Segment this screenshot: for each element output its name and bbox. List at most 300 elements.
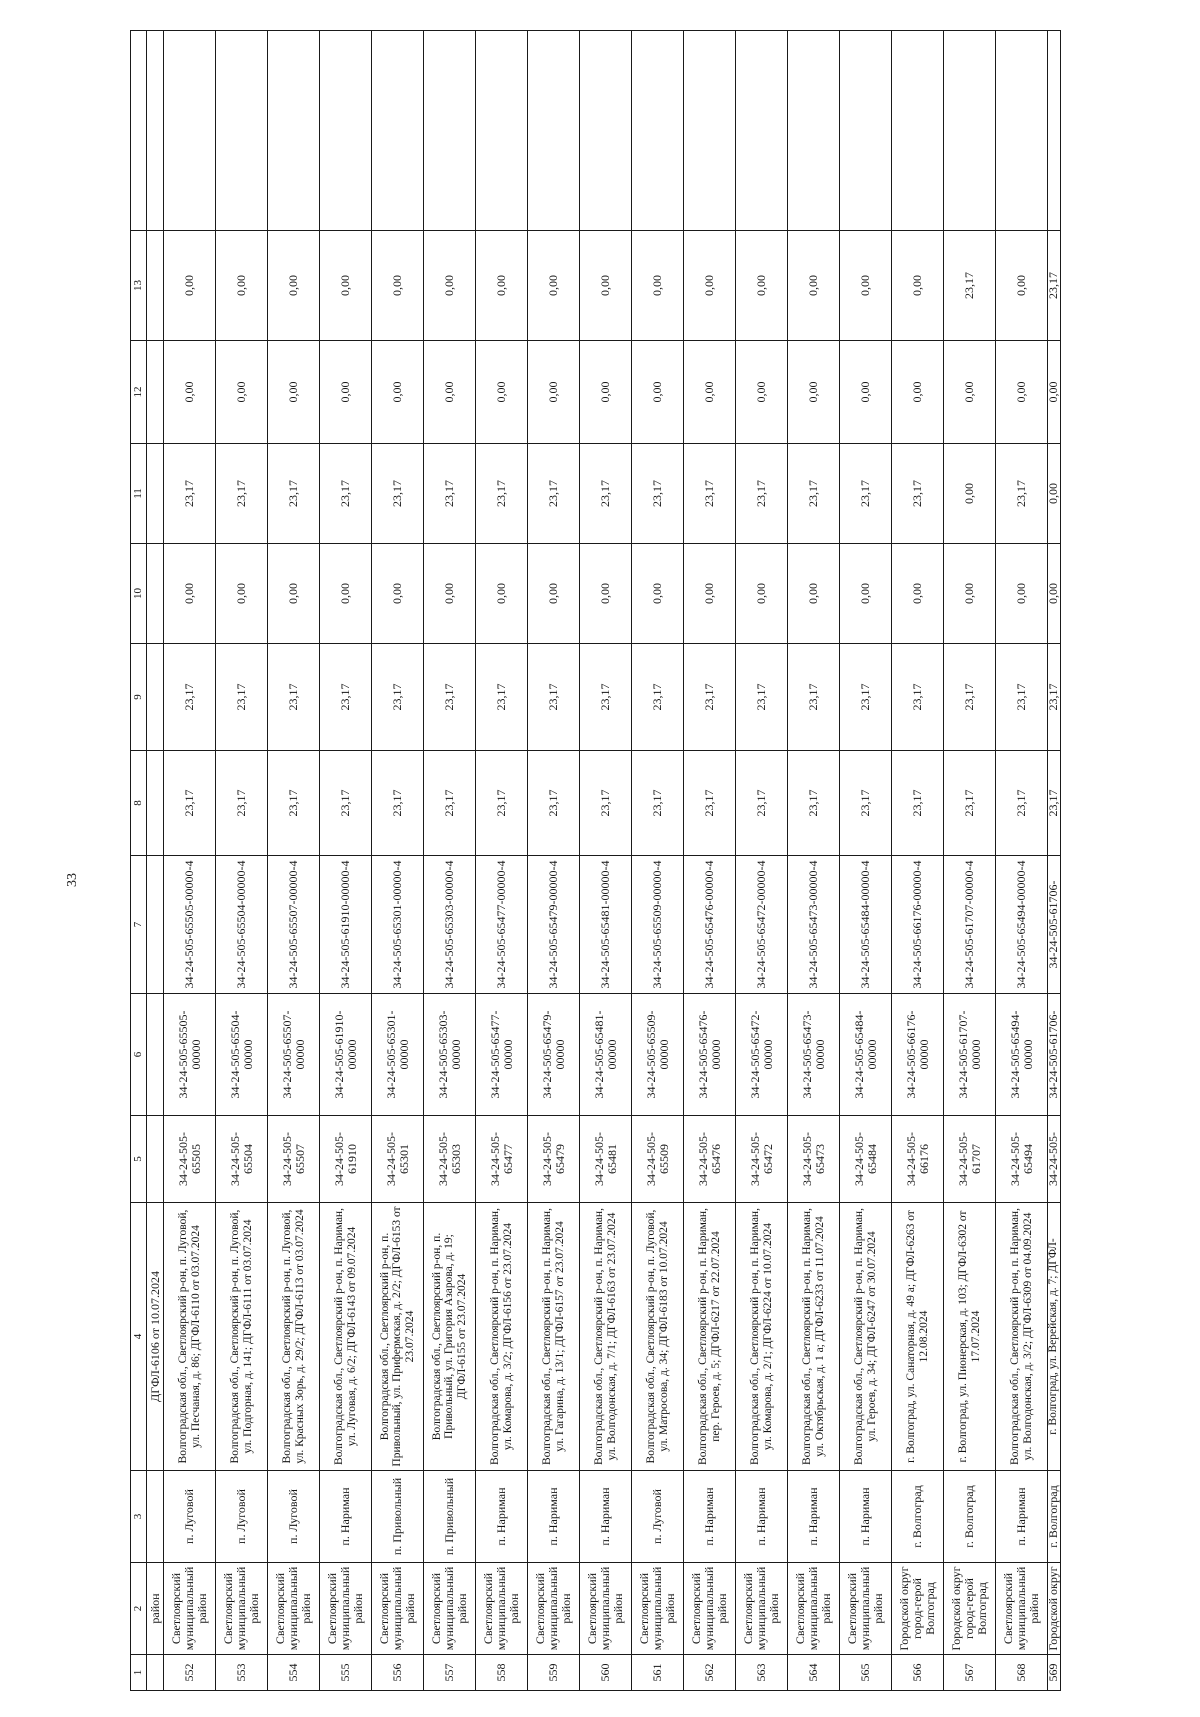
value-cell: 0,00	[164, 231, 216, 341]
blank-cell	[147, 444, 164, 544]
value-cell: 23,17	[268, 444, 320, 544]
row-number-cell: 564	[788, 1655, 840, 1691]
code-cell: 34-24-505-65472	[736, 1116, 788, 1203]
blank-cell	[892, 31, 944, 231]
table-row	[476, 31, 528, 1691]
value-cell: 23,17	[840, 444, 892, 544]
value-cell: 0,00	[372, 544, 424, 644]
code-cell: 34-24-505-65509-00000	[632, 994, 684, 1116]
value-cell: 23,17	[268, 751, 320, 856]
value-cell: 0,00	[528, 544, 580, 644]
value-cell: 0,00	[320, 341, 372, 444]
blank-cell	[840, 31, 892, 231]
continuation-row	[147, 31, 164, 1691]
value-cell: 23,17	[632, 444, 684, 544]
value-cell: 23,17	[1048, 231, 1061, 341]
value-cell: 23,17	[632, 644, 684, 751]
value-cell: 0,00	[632, 544, 684, 644]
district-cell: Светлоярский муниципальный район	[164, 1563, 216, 1655]
table-row	[216, 31, 268, 1691]
value-cell: 0,00	[684, 341, 736, 444]
value-cell: 0,00	[1048, 544, 1061, 644]
code-cell: 34-24-505-61706-	[1048, 856, 1061, 994]
row-number-cell: 552	[164, 1655, 216, 1691]
value-cell: 23,17	[684, 644, 736, 751]
code-cell: 34-24-505-65504-00000	[216, 994, 268, 1116]
code-cell: 34-24-505-65472-00000-4	[736, 856, 788, 994]
value-cell: 23,17	[736, 751, 788, 856]
value-cell: 23,17	[476, 751, 528, 856]
address-cell: Волгоградская обл., Светлоярский р-он, п. Нариман, ул. Гагарина, д. 13/1; ДГФЛ-6157 от 23.07.2024	[528, 1203, 580, 1471]
value-cell: 23,17	[372, 444, 424, 544]
col-header-1: 1	[131, 1655, 147, 1691]
row-number-cell: 569	[1048, 1655, 1061, 1691]
blank-cell	[268, 31, 320, 231]
blank-cell	[528, 31, 580, 231]
code-cell: 34-24-505-65504	[216, 1116, 268, 1203]
address-cell: Волгоградская обл., Светлоярский р-он, п. Луговой, ул. Красных Зорь, д. 29/2; ДГФЛ-6113 от 03.07.2024	[268, 1203, 320, 1471]
col-header-10: 10	[131, 544, 147, 644]
settlement-cell: п. Нариман	[736, 1471, 788, 1563]
value-cell: 0,00	[164, 341, 216, 444]
code-cell: 34-24-505-65507-00000	[268, 994, 320, 1116]
value-cell: 0,00	[892, 544, 944, 644]
address-cell: Волгоградская обл., Светлоярский р-он, п. Нариман, пер. Героев, д. 5; ДГФЛ-6217 от 22.07.2024	[684, 1203, 736, 1471]
value-cell: 0,00	[580, 231, 632, 341]
value-cell: 23,17	[788, 444, 840, 544]
code-cell: 34-24-505-66176-00000-4	[892, 856, 944, 994]
code-cell: 34-24-505-65477-00000	[476, 994, 528, 1116]
value-cell: 0,00	[892, 341, 944, 444]
code-cell: 34-24-505-65484	[840, 1116, 892, 1203]
district-cell: Светлоярский муниципальный район	[580, 1563, 632, 1655]
value-cell: 23,17	[944, 231, 996, 341]
district-cell: Светлоярский муниципальный район	[632, 1563, 684, 1655]
value-cell: 23,17	[216, 644, 268, 751]
code-cell: 34-24-505-65476-00000-4	[684, 856, 736, 994]
code-cell: 34-24-505-65476	[684, 1116, 736, 1203]
settlement-cell: п. Нариман	[320, 1471, 372, 1563]
address-cell: Волгоградская обл., Светлоярский р-он, п. Нариман, ул. Волгодонская, д. 7/1; ДГФЛ-6163 от 23.07.2024	[580, 1203, 632, 1471]
value-cell: 23,17	[164, 751, 216, 856]
value-cell: 0,00	[632, 341, 684, 444]
value-cell: 0,00	[580, 544, 632, 644]
data-table	[130, 30, 1061, 1691]
code-cell: 34-24-505-65303-00000-4	[424, 856, 476, 994]
table-row	[632, 31, 684, 1691]
district-cell: Светлоярский муниципальный район	[996, 1563, 1048, 1655]
code-cell: 34-24-505-65494-00000	[996, 994, 1048, 1116]
row-number-cell: 557	[424, 1655, 476, 1691]
blank-cell	[632, 31, 684, 231]
value-cell: 23,17	[164, 644, 216, 751]
value-cell: 0,00	[892, 231, 944, 341]
table-row	[528, 31, 580, 1691]
blank-cell	[320, 31, 372, 231]
value-cell: 0,00	[216, 544, 268, 644]
address-cell: г. Волгоград, ул. Верейская, д. 7; ДГФЛ-	[1048, 1203, 1061, 1471]
value-cell: 23,17	[892, 751, 944, 856]
col-header-7: 7	[131, 856, 147, 994]
row-number-cell: 562	[684, 1655, 736, 1691]
value-cell: 23,17	[372, 751, 424, 856]
district-cell: Светлоярский муниципальный район	[840, 1563, 892, 1655]
blank-cell	[147, 1655, 164, 1691]
blank-cell	[147, 231, 164, 341]
code-cell: 34-24-505-65473-00000	[788, 994, 840, 1116]
value-cell: 23,17	[424, 644, 476, 751]
settlement-cell: п. Луговой	[216, 1471, 268, 1563]
row-number-cell: 554	[268, 1655, 320, 1691]
value-cell: 0,00	[580, 341, 632, 444]
code-cell: 34-24-505-65477	[476, 1116, 528, 1203]
blank-cell	[147, 1116, 164, 1203]
code-cell: 34-24-505-65476-00000	[684, 994, 736, 1116]
blank-cell	[1048, 31, 1061, 231]
value-cell: 0,00	[216, 231, 268, 341]
value-cell: 0,00	[372, 341, 424, 444]
district-cell: Городской округ город-герой Волгоград	[944, 1563, 996, 1655]
value-cell: 0,00	[840, 544, 892, 644]
col-header-2: 2	[131, 1563, 147, 1655]
settlement-cell: п. Нариман	[840, 1471, 892, 1563]
table-row	[840, 31, 892, 1691]
blank-cell	[580, 31, 632, 231]
value-cell: 23,17	[216, 444, 268, 544]
value-cell: 0,00	[424, 231, 476, 341]
settlement-cell: п. Нариман	[580, 1471, 632, 1563]
code-cell: 34-24-505-	[1048, 1116, 1061, 1203]
code-cell: 34-24-505-65509	[632, 1116, 684, 1203]
value-cell: 23,17	[476, 644, 528, 751]
code-cell: 34-24-505-65479-00000-4	[528, 856, 580, 994]
value-cell: 0,00	[528, 231, 580, 341]
value-cell: 23,17	[1048, 751, 1061, 856]
code-cell: 34-24-505-65505	[164, 1116, 216, 1203]
value-cell: 0,00	[788, 544, 840, 644]
col-header-8: 8	[131, 751, 147, 856]
table-row	[372, 31, 424, 1691]
value-cell: 23,17	[268, 644, 320, 751]
row-number-cell: 558	[476, 1655, 528, 1691]
code-cell: 34-24-505-65484-00000-4	[840, 856, 892, 994]
col-header-13: 13	[131, 231, 147, 341]
value-cell: 0,00	[944, 444, 996, 544]
code-cell: 34-24-505-65494	[996, 1116, 1048, 1203]
table-row	[892, 31, 944, 1691]
district-cell: Светлоярский муниципальный район	[424, 1563, 476, 1655]
blank-cell	[164, 31, 216, 231]
address-cell: Волгоградская обл., Светлоярский р-он, п. Луговой, ул. Матросова, д. 34; ДГФЛ-6183 от 10.07.2024	[632, 1203, 684, 1471]
blank-cell	[147, 751, 164, 856]
district-cell: Светлоярский муниципальный район	[528, 1563, 580, 1655]
page-number: 33	[65, 873, 80, 887]
address-cell: Волгоградская обл., Светлоярский р-он, п. Нариман, ул. Октябрьская, д. 1 а; ДГФЛ-6233 от 11.07.2024	[788, 1203, 840, 1471]
district-cell: Светлоярский муниципальный район	[320, 1563, 372, 1655]
value-cell: 0,00	[268, 341, 320, 444]
value-cell: 0,00	[1048, 341, 1061, 444]
district-cell: Светлоярский муниципальный район	[788, 1563, 840, 1655]
value-cell: 23,17	[736, 644, 788, 751]
code-cell: 34-24-505-66176	[892, 1116, 944, 1203]
table-row	[320, 31, 372, 1691]
col-header-9: 9	[131, 644, 147, 751]
value-cell: 0,00	[476, 341, 528, 444]
value-cell: 23,17	[684, 751, 736, 856]
value-cell: 0,00	[788, 341, 840, 444]
table-body	[131, 31, 1061, 1691]
code-cell: 34-24-505-66176-00000	[892, 994, 944, 1116]
row-number-cell: 567	[944, 1655, 996, 1691]
code-cell: 34-24-505-65507	[268, 1116, 320, 1203]
value-cell: 0,00	[788, 231, 840, 341]
address-cell: Волгоградская обл., Светлоярский р-он, п. Нариман, ул. Луговая, д. 6/2; ДГФЛ-6143 от 09.07.2024	[320, 1203, 372, 1471]
address-cell: Волгоградская обл., Светлоярский р-он, п. Нариман, ул. Волгодонская, д. 3/2; ДГФЛ-6309 от 04.09.2024	[996, 1203, 1048, 1471]
address-cell: Волгоградская обл., Светлоярский р-он, п. Луговой, ул. Песчаная, д. 86; ДГФЛ-6110 от 03.07.2024	[164, 1203, 216, 1471]
blank-cell	[147, 341, 164, 444]
settlement-cell: п. Луговой	[164, 1471, 216, 1563]
district-cell: Светлоярский муниципальный район	[736, 1563, 788, 1655]
code-cell: 34-24-505-61706-	[1048, 994, 1061, 1116]
value-cell: 23,17	[632, 751, 684, 856]
rotated-page	[130, 31, 1193, 1691]
address-cell: Волгоградская обл., Светлоярский р-он, п. Нариман, ул. Комарова, д. 2/1; ДГФЛ-6224 от 10.07.2024	[736, 1203, 788, 1471]
district-cell: Светлоярский муниципальный район	[216, 1563, 268, 1655]
table-row	[788, 31, 840, 1691]
code-cell: 34-24-505-65477-00000-4	[476, 856, 528, 994]
blank-cell	[147, 31, 164, 231]
value-cell: 0,00	[944, 544, 996, 644]
code-cell: 34-24-505-65473	[788, 1116, 840, 1203]
value-cell: 23,17	[320, 751, 372, 856]
value-cell: 0,00	[996, 341, 1048, 444]
value-cell: 0,00	[476, 544, 528, 644]
value-cell: 23,17	[996, 444, 1048, 544]
code-cell: 34-24-505-65484-00000	[840, 994, 892, 1116]
row-number-cell: 565	[840, 1655, 892, 1691]
value-cell: 0,00	[996, 544, 1048, 644]
district-cell: Городской округ город-герой Волгоград	[892, 1563, 944, 1655]
code-cell: 34-24-505-65301	[372, 1116, 424, 1203]
code-cell: 34-24-505-65472-00000	[736, 994, 788, 1116]
col-header-4: 4	[131, 1203, 147, 1471]
code-cell: 34-24-505-61910-00000-4	[320, 856, 372, 994]
value-cell: 0,00	[684, 544, 736, 644]
value-cell: 23,17	[320, 644, 372, 751]
blank-cell	[147, 1471, 164, 1563]
settlement-cell: г. Волгоград	[944, 1471, 996, 1563]
code-cell: 34-24-505-65301-00000	[372, 994, 424, 1116]
settlement-cell: п. Нариман	[476, 1471, 528, 1563]
value-cell: 0,00	[372, 231, 424, 341]
value-cell: 23,17	[944, 751, 996, 856]
value-cell: 23,17	[216, 751, 268, 856]
row-number-cell: 568	[996, 1655, 1048, 1691]
value-cell: 0,00	[424, 544, 476, 644]
blank-cell	[944, 31, 996, 231]
value-cell: 23,17	[528, 644, 580, 751]
value-cell: 0,00	[632, 231, 684, 341]
value-cell: 0,00	[216, 341, 268, 444]
blank-cell	[476, 31, 528, 231]
value-cell: 23,17	[840, 644, 892, 751]
col-header-5: 5	[131, 1116, 147, 1203]
value-cell: 23,17	[788, 751, 840, 856]
blank-cell	[216, 31, 268, 231]
value-cell: 23,17	[320, 444, 372, 544]
value-cell: 0,00	[528, 341, 580, 444]
value-cell: 0,00	[736, 544, 788, 644]
value-cell: 0,00	[320, 544, 372, 644]
value-cell: 0,00	[684, 231, 736, 341]
value-cell: 0,00	[736, 231, 788, 341]
code-cell: 34-24-505-65303-00000	[424, 994, 476, 1116]
table-row	[164, 31, 216, 1691]
code-cell: 34-24-505-65479	[528, 1116, 580, 1203]
code-cell: 34-24-505-65301-00000-4	[372, 856, 424, 994]
value-cell: 23,17	[164, 444, 216, 544]
value-cell: 23,17	[580, 751, 632, 856]
code-cell: 34-24-505-61910	[320, 1116, 372, 1203]
district-cell: Светлоярский муниципальный район	[372, 1563, 424, 1655]
value-cell: 23,17	[736, 444, 788, 544]
address-cell: Волгоградская обл., Светлоярский р-он, п. Луговой, ул. Подгорная, д. 141; ДГФЛ-6111 от 03.07.2024	[216, 1203, 268, 1471]
settlement-cell: п. Луговой	[632, 1471, 684, 1563]
blank-cell	[131, 31, 147, 231]
col-header-6: 6	[131, 994, 147, 1116]
settlement-cell: г. Волгоград	[1048, 1471, 1061, 1563]
value-cell: 23,17	[1048, 644, 1061, 751]
table-row	[944, 31, 996, 1691]
value-cell: 23,17	[528, 751, 580, 856]
row-number-cell: 561	[632, 1655, 684, 1691]
table-row	[580, 31, 632, 1691]
blank-cell	[147, 994, 164, 1116]
address-cell: Волгоградская обл., Светлоярский р-он, п. Привольный, ул. Григория Азарова, д. 19; ДГФЛ-6155 от 23.07.2024	[424, 1203, 476, 1471]
value-cell: 23,17	[424, 751, 476, 856]
value-cell: 23,17	[892, 444, 944, 544]
blank-cell	[736, 31, 788, 231]
table-row	[1048, 31, 1061, 1691]
value-cell: 23,17	[684, 444, 736, 544]
value-cell: 23,17	[424, 444, 476, 544]
value-cell: 23,17	[528, 444, 580, 544]
table-row	[684, 31, 736, 1691]
value-cell: 23,17	[580, 644, 632, 751]
district-cell: район	[147, 1563, 164, 1655]
value-cell: 23,17	[892, 644, 944, 751]
settlement-cell: п. Нариман	[788, 1471, 840, 1563]
row-number-cell: 556	[372, 1655, 424, 1691]
value-cell: 0,00	[424, 341, 476, 444]
address-cell: Волгоградская обл., Светлоярский р-он, п. Привольный, ул. Прифермская, д. 2/2; ДГФЛ-6153 от 23.07.2024	[372, 1203, 424, 1471]
row-number-cell: 559	[528, 1655, 580, 1691]
col-header-3: 3	[131, 1471, 147, 1563]
row-number-cell: 563	[736, 1655, 788, 1691]
code-cell: 34-24-505-65507-00000-4	[268, 856, 320, 994]
table-row	[736, 31, 788, 1691]
address-cell: г. Волгоград, ул. Санаторная, д. 49 а; ДГФЛ-6263 от 12.08.2024	[892, 1203, 944, 1471]
table-row	[996, 31, 1048, 1691]
value-cell: 0,00	[944, 341, 996, 444]
row-number-cell: 553	[216, 1655, 268, 1691]
col-header-11: 11	[131, 444, 147, 544]
blank-cell	[147, 544, 164, 644]
value-cell: 0,00	[736, 341, 788, 444]
address-cell: г. Волгоград, ул. Пионерская, д. 103; ДГФЛ-6302 от 17.07.2024	[944, 1203, 996, 1471]
blank-cell	[424, 31, 476, 231]
code-cell: 34-24-505-65303	[424, 1116, 476, 1203]
code-cell: 34-24-505-61707-00000	[944, 994, 996, 1116]
district-cell: Светлоярский муниципальный район	[684, 1563, 736, 1655]
code-cell: 34-24-505-65473-00000-4	[788, 856, 840, 994]
value-cell: 23,17	[840, 751, 892, 856]
code-cell: 34-24-505-65505-00000-4	[164, 856, 216, 994]
value-cell: 0,00	[268, 544, 320, 644]
settlement-cell: п. Привольный	[372, 1471, 424, 1563]
value-cell: 0,00	[996, 231, 1048, 341]
value-cell: 0,00	[320, 231, 372, 341]
code-cell: 34-24-505-65494-00000-4	[996, 856, 1048, 994]
settlement-cell: п. Нариман	[528, 1471, 580, 1563]
value-cell: 0,00	[164, 544, 216, 644]
row-number-cell: 560	[580, 1655, 632, 1691]
value-cell: 23,17	[476, 444, 528, 544]
row-number-cell: 566	[892, 1655, 944, 1691]
table-row	[268, 31, 320, 1691]
code-cell: 34-24-505-61707-00000-4	[944, 856, 996, 994]
blank-cell	[788, 31, 840, 231]
value-cell: 0,00	[840, 231, 892, 341]
value-cell: 23,17	[788, 644, 840, 751]
value-cell: 0,00	[1048, 444, 1061, 544]
district-cell: Городской округ	[1048, 1563, 1061, 1655]
code-cell: 34-24-505-65481-00000	[580, 994, 632, 1116]
address-cell: Волгоградская обл., Светлоярский р-он, п. Нариман, ул. Героев, д. 34; ДГФЛ-6247 от 30.07.2024	[840, 1203, 892, 1471]
code-cell: 34-24-505-65479-00000	[528, 994, 580, 1116]
blank-cell	[996, 31, 1048, 231]
row-number-cell: 555	[320, 1655, 372, 1691]
header-row	[131, 31, 147, 1691]
value-cell: 23,17	[996, 644, 1048, 751]
blank-cell	[372, 31, 424, 231]
value-cell: 0,00	[476, 231, 528, 341]
value-cell: 23,17	[944, 644, 996, 751]
address-cell: Волгоградская обл., Светлоярский р-он, п. Нариман, ул. Комарова, д. 3/2; ДГФЛ-6156 от 23.07.2024	[476, 1203, 528, 1471]
value-cell: 0,00	[268, 231, 320, 341]
table-row	[424, 31, 476, 1691]
code-cell: 34-24-505-61707	[944, 1116, 996, 1203]
settlement-cell: п. Луговой	[268, 1471, 320, 1563]
value-cell: 23,17	[580, 444, 632, 544]
settlement-cell: п. Нариман	[996, 1471, 1048, 1563]
blank-cell	[147, 856, 164, 994]
col-header-12: 12	[131, 341, 147, 444]
code-cell: 34-24-505-65505-00000	[164, 994, 216, 1116]
value-cell: 23,17	[372, 644, 424, 751]
blank-cell	[684, 31, 736, 231]
district-cell: Светлоярский муниципальный район	[476, 1563, 528, 1655]
code-cell: 34-24-505-61910-00000	[320, 994, 372, 1116]
address-cell: ДГФЛ-6106 от 10.07.2024	[147, 1203, 164, 1471]
settlement-cell: п. Нариман	[684, 1471, 736, 1563]
code-cell: 34-24-505-65481-00000-4	[580, 856, 632, 994]
settlement-cell: п. Привольный	[424, 1471, 476, 1563]
code-cell: 34-24-505-65481	[580, 1116, 632, 1203]
settlement-cell: г. Волгоград	[892, 1471, 944, 1563]
value-cell: 23,17	[996, 751, 1048, 856]
district-cell: Светлоярский муниципальный район	[268, 1563, 320, 1655]
